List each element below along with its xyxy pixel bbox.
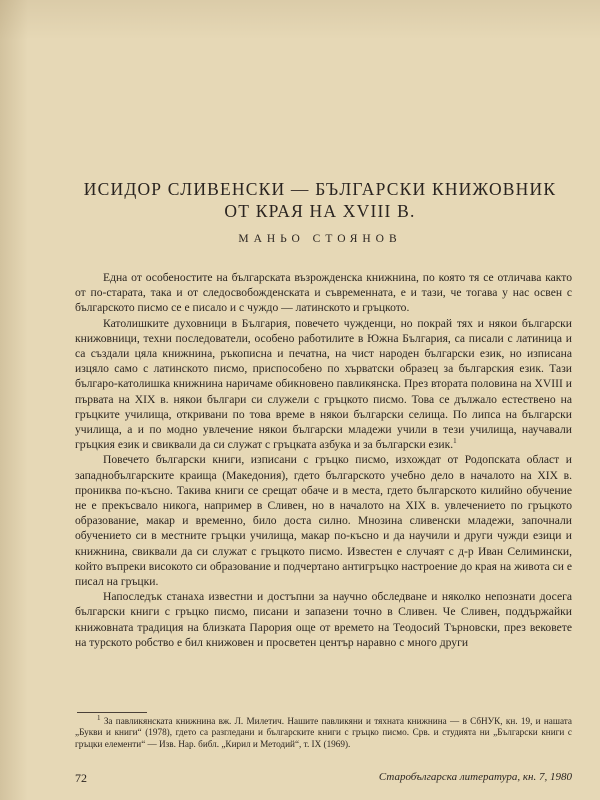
running-footer: Старобългарска литература, кн. 7, 1980 <box>378 771 572 783</box>
page-number: 72 <box>75 771 87 785</box>
footnote-divider <box>77 712 147 713</box>
paragraph-2-text: Католишките духовници в България, повечето чужденци, но покрай тях и някои български книжовници, техни последователи, особено работилите в Южна България, са писали с латиница и са създали цяла книжнина, ръкописна и печатна, на чист народен български език, но изписана изцяло само с латинското писмо, приспособено по хърватски образец за българския език. Тази българо-католишка книжнина наричаме обикновено павликянска. През втората половина на XVIII и първата на XIX в. някои българи си служели с гръцкото писмо. Това се дължало естествено на гръцките училища, откривани по това време в някои български селища. По липса на български училища, а и по модно увлечение някои български младежи учили в тези училища, научавали гръцкия език и свиквали да си служат с гръцката азбука и за български език. <box>75 316 572 452</box>
paragraph-1: Една от особеностите на българската възрожденска книжнина, по която тя се отличава както от по-старата, така и от следосвобожденската и съвременната, е и тази, че тогава у нас освен с българското писмо се е писало и с чуждо — латинското и гръцкото. <box>75 271 572 315</box>
article-author: МАНЬО СТОЯНОВ <box>238 233 402 245</box>
paragraph-3: Повечето български книги, изписани с гръцко писмо, изхождат от Родопската област и западнобългарските краища (Македония), гдето българското учебно дело в началото на XIX в. прониква по-късно. Такива книги се срещат обаче и в места, гдето българското килийно обучение не е прекъсвало никога, например в Сливен, но в началото на XIX в. увлечението по гръцкото образование, макар и временно, било доста силно. Мнозина сливенски младежи, започнали обучението си в местните гръцки училища, макар по-късно и да научили и други чужди езици и книжнина, свиквали да си служат с гръцкото писмо. Известен е случаят с д-р Иван Селимински, който въпреки високото си образование и подчертано антигръцко настроение до края на живота си е писал на гръцки. <box>75 453 572 589</box>
footnote-reference: 1 <box>453 437 457 446</box>
title-line-1: ИСИДОР СЛИВЕНСКИ — БЪЛГАРСКИ КНИЖОВНИК <box>83 179 557 199</box>
article-body <box>75 270 572 650</box>
article-title <box>70 178 570 222</box>
footnote-text: За павликянската книжнина вж. Л. Милетич. Нашите павликяни и тяхната книжнина — в СбНУК, кн. 19, и нашата „Букви и книги“ (1978), гдето са разгледани и българските книги с гръцко писмо. Срв. и студията ни „Български книги с гръцки елементи“ — Изв. Нар. библ. „Кирил и Методий“, т. IX (1969). <box>75 716 573 749</box>
paragraph-4: Напоследък станаха известни и достъпни за научно обследване и няколко непознати досега български книги с гръцко писмо, писани и запазени точно в Сливен. Че Сливен, поддържайки книжовната традиция на близката Парория още от времето на Теодосий Търновски, през вековете на турското робство е бил книжовен и просветен център наравно с много други <box>75 590 572 649</box>
title-line-2: ОТ КРАЯ НА XVIII В. <box>224 201 416 221</box>
paragraph-2 <box>75 316 572 453</box>
footnote <box>75 713 573 750</box>
footnote-marker: 1 <box>97 713 101 722</box>
